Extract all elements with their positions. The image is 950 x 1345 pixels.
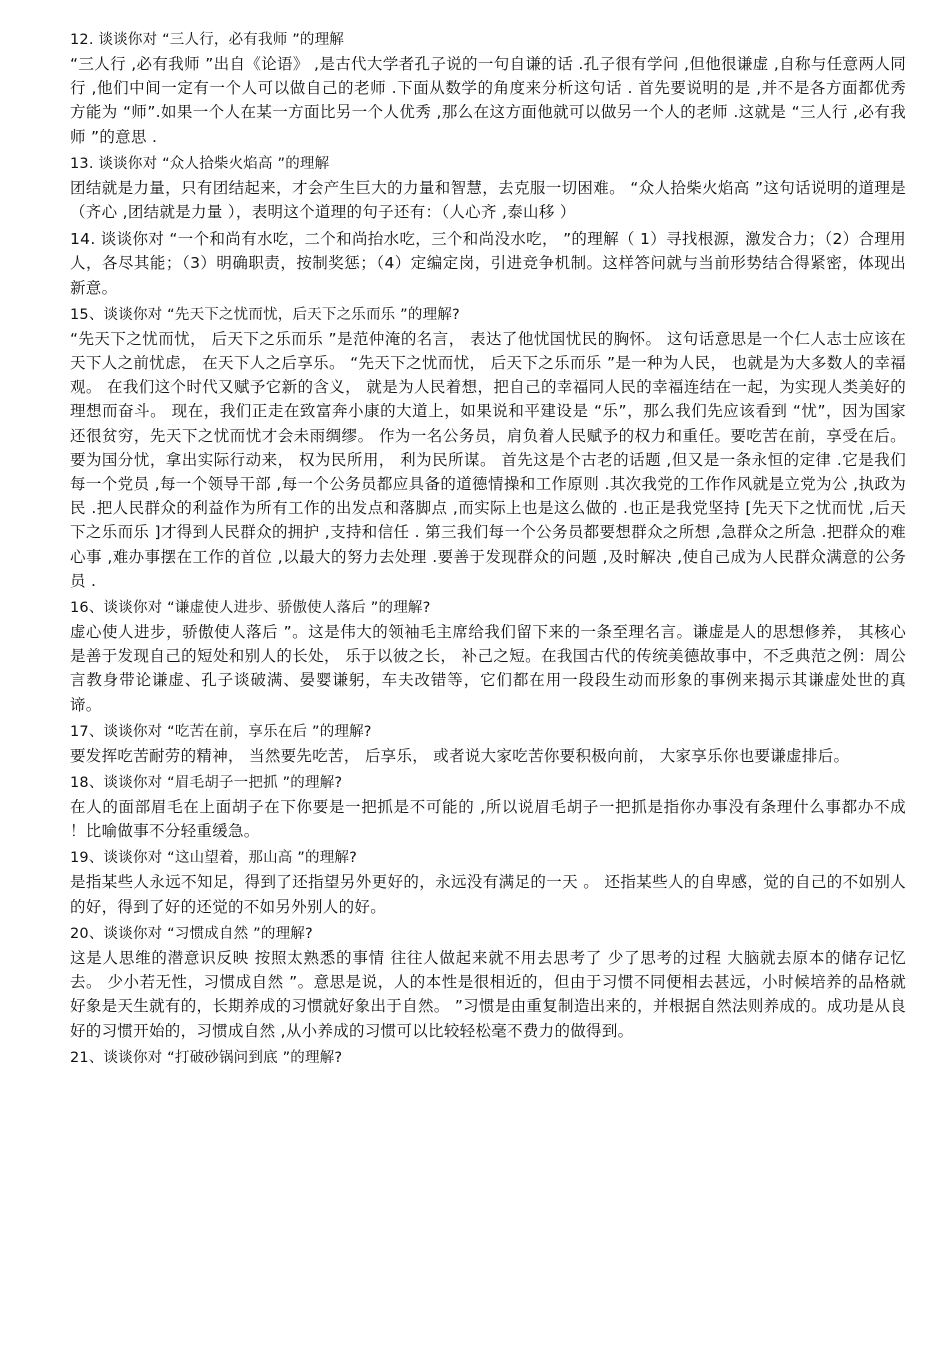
- section-body: 要发挥吃苦耐劳的精神， 当然要先吃苦， 后享乐， 或者说大家吃苦你要积极向前， 大家享乐你也要谦虚排后。: [70, 746, 850, 765]
- section-heading: 18、谈谈你对 “眉毛胡子一把抓 ”的理解?: [70, 775, 343, 792]
- section-heading: 21、谈谈你对 “打破砂锅问到底 ”的理解?: [70, 1049, 343, 1066]
- document-page: [70, 28, 906, 1070]
- section-heading: 19、谈谈你对 “这山望着，那山高 ”的理解?: [70, 850, 357, 867]
- section-13: [70, 152, 906, 224]
- section-20: [70, 922, 906, 1043]
- section-heading: 12. 谈谈你对 “三人行，必有我师 ”的理解: [70, 32, 345, 48]
- section-body: 这是人思维的潜意识反映 按照太熟悉的事情 往往人做起来就不用去思考了 少了思考的过程 大脑就去原本的储存记忆去。 少小若无性，习惯成自然 ”。意思是说，人的本性是很相近的，但由于习惯不同便相去甚远，小时候培养的品格就好象是天生就有的，长期养成的习惯就好象出于自然。 ”习惯是由重复制造出来的，并根据自然法则养成的。成功是从良好的习惯开始的，习惯成自然 ,从小养成的习惯可以比较轻松毫不费力的做得到。: [70, 948, 906, 1040]
- section-12: [70, 28, 906, 149]
- section-19: [70, 846, 906, 918]
- section-heading: 13. 谈谈你对 “众人拾柴火焰高 ”的理解: [70, 155, 330, 172]
- section-body: 14. 谈谈你对 “一个和尚有水吃，二个和尚抬水吃，三个和尚没水吃， ”的理解（ 1）寻找根源，激发合力；（2）合理用人，各尽其能；（3）明确职责，按制奖惩；（4）定编定岗，引进竞争机制。这样答问就与当前形势结合得紧密，体现出新意。: [70, 230, 906, 297]
- section-17: [70, 720, 906, 768]
- section-body: 是指某些人永远不知足，得到了还指望另外更好的，永远没有满足的一天 。 还指某些人的自卑感，觉的自己的不如别人的好，得到了好的还觉的不如另外别人的好。: [70, 873, 906, 916]
- section-15: [70, 303, 906, 593]
- section-18: [70, 771, 906, 843]
- section-body: 在人的面部眉毛在上面胡子在下你要是一把抓是不可能的 ,所以说眉毛胡子一把抓是指你办事没有条理什么事都办不成 ！比喻做事不分轻重缓急。: [70, 798, 906, 841]
- section-16: [70, 596, 906, 717]
- section-heading: 15、谈谈你对 “先天下之忧而忧，后天下之乐而乐 ”的理解?: [70, 306, 460, 323]
- section-body: “先天下之忧而忧， 后天下之乐而乐 ”是范仲淹的名言， 表达了他忧国忧民的胸怀。 这句话意思是一个仁人志士应该在天下人之前忧虑， 在天下人之后享乐。 “先天下之忧而忧， 后天下之乐而乐 ”是一种为人民， 也就是为大多数人的幸福观。 在我们这个时代又赋予它新的含义， 就是为人民着想，把自己的幸福同人民的幸福连结在一起，为实现人类美好的理想而奋斗。 现在，我们正走在致富奔小康的大道上，如果说和平建设是 “乐”，那么我们先应该看到 “忧”，因为国家还很贫穷，先天下之忧而忧才会未雨绸缪。 作为一名公务员，肩负着人民赋予的权力和重任。要吃苦在前，享受在后。要为国分忧，拿出实际行动来， 权为民所用， 利为民所谋。 首先这是个古老的话题 ,但又是一条永恒的定律 .它是我们每一个党员 ,每一个领导干部 ,每一个公务员都应具备的道德情操和工作原则 .其次我党的工作作风就是立党为公 ,执政为民 .把人民群众的利益作为所有工作的出发点和落脚点 ,而实际上也是这么做的 .也正是我党坚持 [先天下之忧而忧 ,后天下之乐而乐 ]才得到人民群众的拥护 ,支持和信任 . 第三我们每一个公务员都要想群众之所想 ,急群众之所急 .把群众的难心事 ,难办事摆在工作的首位 ,以最大的努力去处理 .要善于发现群众的问题 ,及时解决 ,使自己成为人民群众满意的公务员 .: [70, 329, 906, 590]
- section-heading: 20、谈谈你对 “习惯成自然 ”的理解?: [70, 925, 313, 942]
- section-body: 团结就是力量，只有团结起来，才会产生巨大的力量和智慧，去克服一切困难。 “众人拾柴火焰高 ”这句话说明的道理是（齐心 ,团结就是力量 ），表明这个道理的句子还有：（人心齐 ,泰山移 ）: [70, 178, 906, 222]
- section-body: 虚心使人进步，骄傲使人落后 ”。这是伟大的领袖毛主席给我们留下来的一条至理名言。谦虚是人的思想修养， 其核心是善于发现自己的短处和别人的长处， 乐于以彼之长， 补己之短。在我国古代的传统美德故事中，不乏典范之例：周公言教身带论谦虚、孔子谈破满、晏婴谦躬，车夫改错等，它们都在用一段段生动而形象的事例来揭示其谦虚处世的真谛。: [70, 623, 906, 714]
- section-heading: 16、谈谈你对 “谦虚使人进步、骄傲使人落后 ”的理解?: [70, 600, 431, 617]
- section-21: [70, 1046, 906, 1070]
- section-heading: 17、谈谈你对 “吃苦在前，享乐在后 ”的理解?: [70, 723, 372, 740]
- section-14: [70, 227, 906, 300]
- section-body: “三人行 ,必有我师 ”出自《论语》 ,是古代大学者孔子说的一句自谦的话 .孔子很有学问 ,但他很谦虚 ,自称与任意两人同行 ,他们中间一定有一个人可以做自己的老师 .下面从数学的角度来分析这句话 . 首先要说明的是 ,并不是各方面都优秀方能为 “师”.如果一个人在某一方面比另一个人优秀 ,那么在这方面他就可以做另一个人的老师 .这就是 “三人行 ,必有我师 ”的意思 .: [70, 55, 906, 146]
